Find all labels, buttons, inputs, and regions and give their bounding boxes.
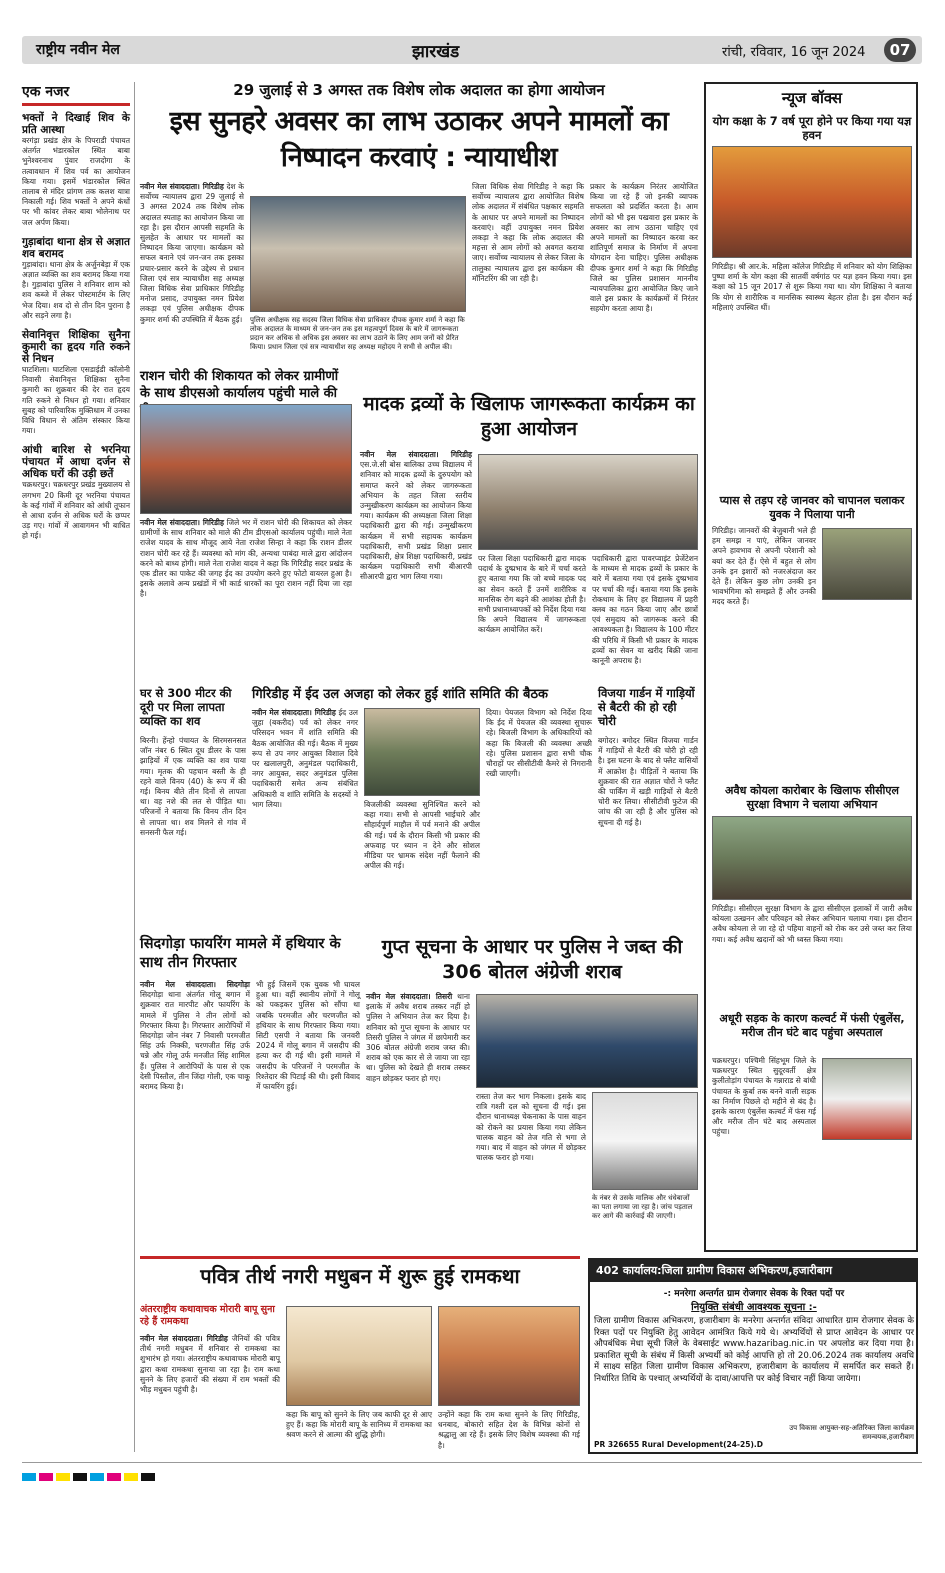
- gupt-col-1: [366, 992, 470, 1242]
- ghar-body: बिरनी। हेंन्हो पंचायत के सिरमसनसत जॉन नंबर 6 स्थित दूध डीलर के पास झाड़ियों में एक व्यक्ति का शव पाया गया। मृतक की पहचान बस्ती के ही रहने वाले विनय (40) के रूप में की गई। बिनय बीते तीन दिनों से लापता था। वह नशे की लत से पीड़ित था। परिजनों ने बताया कि विनय तीन दिन से लापता था। शव मिलने से गांव में सनसनी फैल गई।: [140, 736, 246, 837]
- madak-dateline: नवीन मेल संवाददाता। गिरिडीह: [360, 450, 472, 459]
- news-box-title: योग कक्षा के 7 वर्ष पूरा होने पर किया गया यज्ञ हवन: [712, 114, 912, 142]
- ek-nazar-label: एक नजर: [22, 82, 130, 106]
- madhuban-col-2: कहा कि बापू को सुनने के लिए जब काफी दूर से आए हुए हैं। कहा कि मोरारी बापू के सानिध्य में रामकथा का श्रवण करने से आत्मा की शुद्धि होगी।: [286, 1410, 432, 1440]
- madhuban-headline: पवित्र तीर्थ नगरी मधुबन में शुरू हुई रामकथा: [200, 1264, 520, 1288]
- news-box-title: अधूरी सड़क के कारण कल्वर्ट में फंसी एंबुलेंस, मरीज तीन घंटे बाद पहुंचा अस्पताल: [719, 1012, 905, 1039]
- yellow-swatch: [124, 1473, 138, 1481]
- ek-nazar-title: भक्तों ने दिखाई शिव के प्रति आस्था: [22, 112, 130, 136]
- section-title: झारखंड: [412, 42, 460, 62]
- newspaper-name: राष्ट्रीय नवीन मेल: [36, 42, 120, 58]
- yoga-photo: [712, 146, 912, 258]
- eid-dateline: नवीन मेल संवाददाता। गिरिडीह: [252, 708, 336, 717]
- ek-nazar-title: सेवानिवृत्त शिक्षिका सुनैना कुमारी का हृदय गति रुकने से निधन: [22, 329, 130, 366]
- vijaya-headline: विजया गार्डन में गाड़ियों से बैटरी की हो रही चोरी: [598, 686, 695, 728]
- lead-photo-caption: पुलिस अधीक्षक सह सदस्य जिला विधिक सेवा प्राधिकार दीपक कुमार शर्मा ने कहा कि लोक अदालत के माध्यम से जन-जन तक इस महत्वपूर्ण दिवस के बारे में जागरूकता प्रदान कर अधिक से अधिक इस अवसर का लाभ उठाने के लिए आम जनों को प्रेरित किया। प्रधान जिला एवं सत्र न्यायाधीश सह अध्यक्ष महोदय ने सभी से अपील की।: [250, 316, 465, 351]
- print-color-strip: [22, 1462, 922, 1474]
- eid-text-1: ईद उल जुहा (बकरीद) पर्व को लेकर नगर परिसदन भवन में शांति समिति की बैठक आयोजित की गई। बैठक में मुख्य रूप से उप नगर आयुक्त विशाल दिवे पर खलालपुरी, अनुमंडल पदाधिकारी, नगर आयुक्त, सदर अनुमंडल पुलिस पदाधिकारी समेत अन्य संबंधित अधिकारी व शांति समिति के सदस्यों ने भाग लिया।: [252, 708, 358, 809]
- gupt-photo-bottles: [476, 994, 698, 1088]
- gupt-photo-car: [592, 1092, 698, 1190]
- lead-photo: [250, 196, 466, 312]
- news-box-body: गिरिडीह। जानवरों की बेजुबानी भले ही हम समझ न पाएं, लेकिन जानवर अपने हावभाव से अपनी परेशानी को बयां कर देते हैं। ऐसे में बहुत से लोग उनके इन इशारों को नजरअंदाज कर देते हैं। लेकिन कुछ लोग उनकी इन भावभंगिमा को समझते हैं और उनकी मदद करते हैं।: [712, 526, 816, 607]
- lead-body-1: देश के सर्वोच्च न्यायालय द्वारा 29 जुलाई से 3 अगस्त 2024 तक विशेष लोक अदालत स्पताह का आयोजन किया जा रहा है। इस दौरान आपसी सहमति के सुलहेत के आधार पर मामलों का निष्पादन किया जाएगा। कार्यक्रम को सफल बनाने एवं जन-जन तक इसका प्रचार-प्रसार करने के उद्देश्य से प्रधान जिला एवं सत्र न्यायाधीश सह अध्यक्ष जिला विधिक सेवा प्राधिकार गिरिडीह मनोज प्रसाद, उपायुक्त नमन प्रियेश लकड़ा एवं पुलिस अधीक्षक दीपक कुमार शर्मा की उपस्थिति में बैठक हुई।: [140, 182, 244, 324]
- ek-nazar-title: गुड़ाबांदा थाना क्षेत्र से अज्ञात शव बरामद: [22, 235, 130, 260]
- ek-nazar-item: [22, 112, 130, 228]
- madhuban-col-1: [140, 1334, 280, 1452]
- madak-photo: [478, 454, 698, 550]
- madak-col-1: [360, 450, 472, 680]
- sidgora-col-2: भी हुई जिसमें एक युवक भी घायल हुआ था। वहीं स्थानीय लोगों ने गोलू को पकड़कर पुलिस को सौंपा था जबकि परमजीत और चरणजीत को हथियार के साथ गिरफ्तार किया गया। सिटी एसपी ने बताया कि जनवरी 2024 में गोलू बगान में जसदीप की हत्या कर दी गई थी। इसी मामले में जसदीप के परिजनों ने परमजीत के रिश्तेदार की पिटाई की थी। इसी विवाद में फायरिंग हुई।: [256, 980, 360, 1092]
- eid-headline: गिरिडीह में ईद उल अजहा को लेकर हुई शांति समिति की बैठक: [252, 687, 548, 702]
- page-number: 07: [884, 38, 916, 62]
- madak-col-2: पर जिला शिक्षा पदाधिकारी द्वारा मादक पदार्थ के दुष्प्रभाव के बारे में चर्चा करते हुए बताया गया कि जो बच्चे मादक पद का सेवन करते हैं उनमें शारीरिक व मानसिक रोग बढ़ने की आशंका होती है। सभी प्रधानाध्यापकों को निर्देश दिया गया कि अपने विद्यालय में जागरूकता कार्यक्रम आयोजित करें।: [478, 554, 586, 635]
- ek-nazar-title: आंधी बारिश से भरनिया पंचायत में आधा दर्जन से अधिक घरों की उड़ी छतें: [22, 444, 130, 481]
- gupt-photo-caption: के नंबर से उसके मालिक और धंधेबाजों का पता लगाया जा रहा है। जांच पड़ताल कर आगे की कार्रवाई की जाएगी।: [592, 1194, 693, 1220]
- madhuban-rule: [140, 1256, 580, 1259]
- lead-col-2: जिला विधिक सेवा गिरिडीह ने कहा कि सर्वोच्च न्यायालय द्वारा आयोजित विशेष लोक अदालत में संबंधित पक्षकार सहमति के आधार पर अपने मामलों का निष्पादन करवाएं। वहीं उपायुक्त नमन प्रियेश लकड़ा ने कहा कि लोक अदालत की महत्ता से आम लोगों को अवगत कराया जाए। सर्वोच्च न्यायालय से लेकर जिला के तालुका न्यायालय द्वारा इस कार्यक्रम की मॉनिटरिंग की जा रही है।: [472, 182, 584, 283]
- ek-nazar-item: [22, 236, 130, 321]
- masthead: [22, 36, 922, 64]
- magenta-swatch: [39, 1473, 53, 1481]
- ad-header-num: 402: [596, 1264, 619, 1277]
- vijaya-body: बगोदर। बगोदर स्थित विजया गार्डन में गाड़ियों से बैटरी की चोरी हो रही है। इस घटना के बाद से फ्लैट वासियों में आक्रोश है। पीड़ितों ने बताया कि शुक्रवार की रात अज्ञात चोरों ने फ्लैट की पार्किंग में खड़ी गाड़ियों से बैटरी चोरी कर लिया। सीसीटीवी फुटेज की जांच की जा रही है और पुलिस को सूचना दी गई है।: [598, 736, 699, 827]
- ad-sign: उप विकास आयुक्त-सह-अतिरिक्त जिला कार्यक्रम समन्वयक,हजारीबाग: [789, 1424, 914, 1441]
- ghar-headline: घर से 300 मीटर की दूरी पर मिला लापता व्यक्ति का शव: [140, 686, 232, 728]
- madhuban-dateline: नवीन मेल संवाददाता। गिरिडीह: [140, 1334, 228, 1343]
- ration-text: जिले भर में राशन चोरी की शिकायत को लेकर ग्रामीणों के साथ शनिवार को माले की टीम डीएसओ कार्यालय पहुंची। माले नेता राजेश यादव के साथ मौजूद आये नेता राजेश सिन्हा ने कहा कि राशन डीलर राशन चोरी कर रहे हैं। व्यवस्था को मांग की, अन्यथा पाबंदा माले द्वारा आंदोलन करने को बाध्य होगी। माले नेता राजेश यादव ने कहा कि गिरिडीह सदर प्रखंड के एक डीलर का पाकेट की जगह ईद का उपयोग करने हुए फोटो वायरल हुआ है। इसके अलावे अन्य प्रखंडों में भी कार्ड धारकों का पूरा राशन नहीं दिया जा रहा है।: [140, 518, 352, 599]
- ad-sub: -: मनरेगा अन्तर्गत ग्राम रोजगार सेवक के रिक्त पदों पर: [663, 1289, 845, 1299]
- ek-nazar-body: घाटशिला। घाटशिला एसडाईडी कॉलोनी निवासी सेवानिवृत्त शिक्षिका सुनैना कुमारी का शुक्रवार की देर रात हृदय गति रुकने से निधन हो गया। शनिवार सुबह को पारिवारिक मुक्तिधाम में उनका विधि विधान से अंतिम संस्कार किया गया।: [22, 365, 130, 436]
- gupt-headline: गुप्त सूचना के आधार पर पुलिस ने जब्त की 306 बोतल अंग्रेजी शराब: [381, 936, 683, 983]
- madhuban-subhead: अंतरराष्ट्रीय कथावाचक मोरारी बापू सुना रहे हैं रामकथा: [140, 1304, 275, 1327]
- madhuban-text-1: जैनियों की पवित्र तीर्थ नगरी मधुबन में शनिवार से रामकथा का शुभारंभ हो गया। अंतरराष्ट्रीय कथावाचक मोरारी बापू द्वारा कथा रामकथा सुनाया जा रहा है। राम कथा सुनने के लिए हजारों की संख्या में राम भक्तों की भीड़ मधुबन पहुंची है।: [140, 1334, 281, 1395]
- eid-col-1: [252, 708, 358, 928]
- black-swatch: [73, 1473, 87, 1481]
- madak-text-1: एस.जे.सी बोस बालिका उच्च विद्यालय में शनिवार को मादक द्रव्यों के दुरुपयोग को समाप्त करने को लेकर जागरूकता अभियान के तहत जिला स्तरीय उन्मुखीकरण कार्यक्रम का आयोजन किया गया। कार्यक्रम की अध्यक्षता जिला शिक्षा पदाधिकारी द्वारा की गई। उन्मुखीकरण कार्यक्रम में सभी सहायक कार्यक्रम पदाधिकारी, सभी प्रखंड शिक्षा प्रसार पदाधिकारी, क्षेत्र शिक्षा पदाधिकारी, प्रखंड कार्यक्रम पदाधिकारी सभी बीआरपी सीआरपी द्वारा भाग लिया गया।: [360, 460, 472, 582]
- eid-photo: [364, 708, 480, 796]
- madak-col-3: पदाधिकारी द्वारा पावरप्वाइंट प्रेजेंटेशन के माध्यम से मादक द्रव्यों के प्रकार के बारे में बताया गया एवं इसके दुष्प्रभाव पर चर्चा की गई। बताया गया कि इसके रोकथाम के लिए हर विद्यालय में प्रहरी क्लब का गठन किया जाए और छात्रों एवं समुदाय को जागरूक करने की आवश्यकता है। विद्यालय के 100 मीटर की परिधि में किसी भी प्रकार के मादक द्रव्यों का सेवन या खरीद बिक्री जाना कानूनी अपराध है।: [592, 554, 698, 666]
- ek-nazar-items: [22, 112, 130, 1452]
- madhuban-col-3: उन्होंने कहा कि राम कथा सुनने के लिए गिरिडीह, धनबाद, बोकारो सहित देश के विभिन्न कोनों से श्रद्धालु आ रहे हैं। इसके लिए विशेष व्यवस्था की गई है।: [438, 1410, 580, 1450]
- gupt-dateline: नवीन मेल संवाददाता। तिसरी: [366, 992, 453, 1001]
- ration-headline: राशन चोरी की शिकायत को लेकर ग्रामीणों के साथ डीएसओ कार्यालय पहुंची माले की: [140, 369, 339, 401]
- news-box-title: अवैध कोयला कारोबार के खिलाफ सीसीएल सुरक्षा विभाग ने चलाया अभियान: [725, 784, 899, 811]
- cyan-swatch: [22, 1473, 36, 1481]
- lead-col-1: [140, 182, 244, 324]
- madhuban-photo-crowd: [438, 1306, 580, 1406]
- ambulance-photo: [822, 1058, 912, 1140]
- madak-headline: मादक द्रव्यों के खिलाफ जागरूकता कार्यक्रम का हुआ आयोजन: [363, 393, 695, 440]
- sidgora-col-1: [140, 980, 250, 1242]
- gupt-col-2: रास्ता तेज कर भाग निकला। इसके बाद रात्रि गश्ती दल को सूचना दी गई। इस दौरान थानाध्यक्ष चेकनाका के पास वाहन को रोकने का प्रयास किया गया लेकिन चालक वाहन को तेज गति से भगा ले गया। बाद में वाहन को जंगल में छोड़कर चालक फरार हो गया।: [476, 1092, 586, 1163]
- sidgora-headline: सिदगोड़ा फायरिंग मामले में हथियार के साथ तीन गिरफ्तार: [140, 936, 341, 971]
- sidgora-text-1: सिदगोड़ा थाना अंतर्गत गोलू बगान में शुक्रवार रात मारपीट और फायरिंग के मामले में पुलिस ने तीन लोगों को गिरफ्तार किया है। गिरफ्तार आरोपियों में सिदगोड़ा जोन नंबर 7 निवासी परमजीत सिंह उर्फ निक्की, चरणजीत सिंह उर्फ चन्ने और गोलू उर्फ मनजीत सिंह शामिल हैं। पुलिस ने आरोपियों के पास से एक देसी पिस्तौल, तीन जिंदा गोली, एक चाकू बरामद किया है।: [140, 990, 250, 1092]
- news-box-label: न्यूज बॉक्स: [781, 89, 843, 107]
- ek-nazar-body: चक्रधरपुर। चक्रधरपुर प्रखंड मुख्यालय से लगभग 20 किमी दूर भरनिया पंचायत के कई गांवों में शनिवार को आंधी तूफान से आधा दर्जन से अधिक घरों के छप्पर उड़ गए। गांवों में आवागमन भी बाधित हो गई।: [22, 480, 130, 541]
- ad-header: [590, 1260, 916, 1282]
- yellow-swatch: [56, 1473, 70, 1481]
- coal-photo: [712, 816, 912, 900]
- lead-dateline: नवीन मेल संवाददाता। गिरिडीह: [140, 182, 224, 191]
- ek-nazar-body: गुड़ाबांदा। थाना क्षेत्र के अर्जुनबेड़ा में एक अज्ञात व्यक्ति का शव बरामद किया गया है। गुड़ाबांदा पुलिस ने शनिवार शाम को शव कब्जे में लेकर पोस्टमार्टम के लिए भेज दिया। शव दो से तीन दिन पुराना है और सड़ने लगा है।: [22, 259, 130, 320]
- cyan-swatch: [90, 1473, 104, 1481]
- news-box-body: गिरिडीह। सीसीएल सुरक्षा विभाग के द्वारा सीसीएल इलाकों में जारी अवैध कोयला उत्खनन और परिवहन को लेकर अभियान चलाया गया। इस दौरान अवैध कोयला ले जा रहे दो पहिया वाहनों को रोक कर उसे जब्त कर लिया गया। कई अवैध खदानों को भी ध्वस्त किया गया।: [712, 904, 912, 944]
- news-box-body: गिरिडीह। श्री आर.के. महिला कॉलेज गिरिडीह में शनिवार को योग शिक्षिका पुष्पा शर्मा के योग कक्षा की सातवीं वर्षगांठ पर यज्ञ हवन किया गया। इस कक्षा को 15 जून 2017 से शुरू किया गया था। योग शिक्षिका ने बताया कि योग से शारीरिक व मानसिक स्वास्थ्य बेहतर होता है। इस दौरान कई महिलाएं उपस्थित थीं।: [712, 262, 912, 312]
- ad-body: जिला ग्रामीण विकास अभिकरण, हजारीबाग के मनरेगा अन्तर्गत संविदा आधारित ग्राम रोजगार सेवक के रिक्त पदों पर नियुक्ति हेतु आवेदन आमंत्रित किये गये थे। अभ्यर्थियों से प्राप्त आवेदन के आधार पर औपबंधिक मेधा सूची जिले के वेबसाईट www.hazaribag.nic.in पर अपलोड कर दिया गया है। प्रकाशित सूची के संबंध में किसी अभ्यर्थी को कोई आपत्ति हो तो 20.06.2024 तक कार्यालय अवधि में साक्ष्य सहित जिला ग्रामीण विकास अभिकरण, हजारीबाग के कार्यालय में समर्पित कर सकते हैं। निर्धारित तिथि के पश्चात् अभ्यर्थियों के दावा/आपत्ति पर कोई विचार नहीं किया जायेगा।: [594, 1316, 914, 1384]
- ration-body: [140, 518, 352, 680]
- ration-dateline: नवीन मेल संवाददाता। गिरिडीह: [140, 518, 224, 527]
- ek-nazar-item: [22, 329, 130, 436]
- lead-col-3: प्रकार के कार्यक्रम निरंतर आयोजित किया जा रहे हैं जो इनकी व्यापक सफलता को प्रदर्शित करता है। आम लोगों को भी इस पखवारा इस प्रकार के अवसर का लाभ उठाना चाहिए एवं अपने मामलों का निष्पादन करवा कर शांतिपूर्ण समाज के निर्माण में अपना योगदान देना चाहिए। पुलिस अधीक्षक दीपक कुमार शर्मा ने कहा कि गिरिडीह जिले का पुलिस प्रशासन माननीय न्यायपालिका द्वारा आयोजित किए जाने वाले इस प्रकार के कार्यक्रमों में निरंतर सहयोग करता आया है।: [590, 182, 698, 314]
- madhuban-photo-bapu: [286, 1306, 432, 1406]
- ad-header-text: कार्यालय:जिला ग्रामीण विकास अभिकरण,हजारीबाग: [622, 1264, 833, 1277]
- column-divider: [134, 82, 135, 1452]
- black-swatch: [141, 1473, 155, 1481]
- ek-nazar-column: [22, 82, 130, 106]
- news-box-title: प्यास से तड़प रहे जानवर को चापानल चलाकर युवक ने पिलाया पानी: [719, 494, 905, 521]
- edition-date: रांची, रविवार, 16 जून 2024: [722, 45, 866, 60]
- ad-pr-number: PR 326655 Rural Development(24-25).D: [594, 1440, 763, 1449]
- ek-nazar-body: बरगंड़ा प्रखंड क्षेत्र के पिपराडी पंचायत अंतर्गत भंडारकोल स्थित बाबा भुनेश्वरनाथ पुंवार राजदोगा के तत्वावधान में शिव पर्व का आयोजन किया गया। इसमें भंडारकोल स्थित तालाब से मंदिर प्रांगण तक कलश यात्रा निकाली गई। शिव भक्तों ने अपने कंधों पर भी कांवर लेकर बाबा भोलेनाथ पर जल अर्पण किया।: [22, 136, 130, 227]
- magenta-swatch: [107, 1473, 121, 1481]
- dog-photo: [822, 528, 912, 600]
- lead-strap: 29 जुलाई से 3 अगस्त तक विशेष लोक अदालत का होगा आयोजन: [233, 81, 605, 99]
- gupt-text-1: थाना इलाके में अवैध शराब तस्कर नहीं हो पुलिस ने अभियान तेज कर दिया है। शनिवार को गुप्त सूचना के आधार पर तिसरी पुलिस ने जंगल में छापेमारी कर 306 बोतल अंग्रेजी शराब जब्त की। शराब को एक कार से ले जाया जा रहा था। पुलिस को देखते ही शराब तस्कर वाहन छोड़कर फरार हो गए।: [366, 992, 470, 1083]
- ad-title: नियुक्ति संबंधी आवश्यक सूचना :-: [691, 1302, 817, 1313]
- eid-col-2: बिजलीकी व्यवस्था सुनिश्चित करने को कहा गया। सभी से आपसी भाईचारे और सौहार्दपूर्ण माहौल में पर्व मनाने की अपील की गई। पर्व के दौरान किसी भी प्रकार की अफवाह पर ध्यान न देने और सोशल मीडिया पर भ्रामक संदेश नहीं फैलाने की अपील की गई।: [364, 800, 480, 871]
- ration-photo: [140, 404, 352, 514]
- lead-headline: इस सुनहरे अवसर का लाभ उठाकर अपने मामलों का निष्पादन करवाएं : न्यायाधीश: [169, 106, 669, 173]
- eid-col-3: दिया। पेयजल विभाग को निर्देश दिया कि ईद में पेयजल की व्यवस्था सुचारू रहे। बिजली विभाग के अधिकारियों को कहा कि बिजली की व्यवस्था अच्छी रहे। पुलिस प्रशासन द्वारा सभी चौक चौराहों पर सीसीटीवी कैमरे से निगरानी रखी जाएगी।: [486, 708, 592, 779]
- ek-nazar-item: [22, 444, 130, 541]
- sidgora-dateline: नवीन मेल संवाददाता। सिदगोड़ा: [140, 980, 250, 989]
- news-box-body: चक्रधरपुर। पश्चिमी सिंहभूम जिले के चक्रधरपुर स्थित सुदूरवर्ती क्षेत्र कुलीतोड़ांग पंचायत के गन्नाराड से बांधी पंचायत के कुर्बा तक बनने वाली सड़क का निर्माण पिछले दो महीने से बंद है। इसके कारण एंबुलेंस कल्वर्ट में फंस गई और मरीज तीन घंटे बाद अस्पताल पहुंचा।: [712, 1056, 816, 1137]
